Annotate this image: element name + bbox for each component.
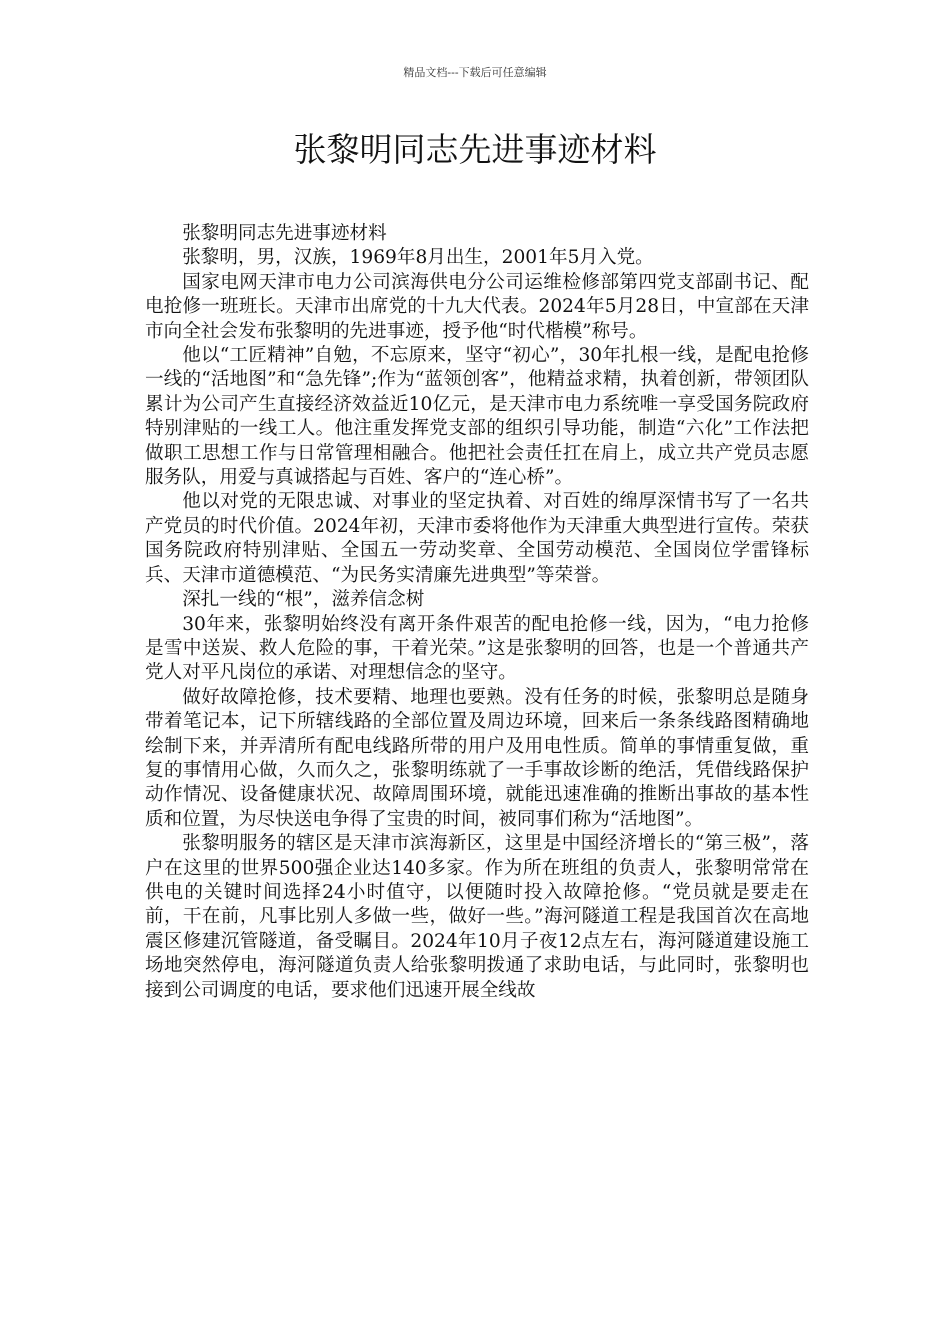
document-title: 张黎明同志先进事迹材料 — [293, 130, 657, 169]
paragraph-living-map: 做好故障抢修，技术要精、地理也要熟。没有任务的时候，张黎明总是随身带着笔记本，记下所辖线路的全部位置及周边环境，回来后一条条线路图精确地绘制下来，并弄清所有配电线路所带的用户及用电性质。简单的事情重复做，重复的事情用心做，久而久之，张黎明练就了一手事故诊断的绝活，凭借线路保护动作情况、设备健康状况、故障周围环境，就能迅速准确的推断出事故的基本性质和位置，为尽快送电争得了宝贵的时间，被同事们称为“活地图”。 — [145, 686, 809, 830]
section-heading: 深扎一线的“根”，滋养信念树 — [182, 589, 425, 611]
paragraph-honors: 他以对党的无限忠诚、对事业的坚定执着、对百姓的绵厚深情书写了一名共产党员的时代价值。2024年初，天津市委将他作为天津重大典型进行宣传。荣获国务院政府特别津贴、全国五一劳动奖章、全国劳动模范、全国岗位学雷锋标兵、天津市道德模范、“为民务实清廉先进典型”等荣誉。 — [145, 491, 809, 586]
paragraph-frontline: 30年来，张黎明始终没有离开条件艰苦的配电抢修一线，因为，“电力抢修是雪中送炭、救人危险的事，干着光荣。”这是张黎明的回答，也是一个普通共产党人对平凡岗位的承诺、对理想信念的坚守。 — [145, 613, 809, 684]
paragraph-bio: 张黎明，男，汉族，1969年8月出生，2001年5月入党。 — [182, 247, 654, 269]
paragraph-binhai: 张黎明服务的辖区是天津市滨海新区，这里是中国经济增长的“第三极”，落户在这里的世界500强企业达140多家。作为所在班组的负责人，张黎明常常在供电的关键时间选择24小时值守，以便随时投入故障抢修。“党员就是要走在前，干在前，凡事比别人多做一些，做好一些。”海河隧道工程是我国首次在高地震区修建沉管隧道，备受瞩目。2024年10月子夜12点左右，海河隧道建设施工场地突然停电，海河隧道负责人给张黎明拨通了求助电话，与此同时，张黎明也接到公司调度的电话，要求他们迅速开展全线故 — [145, 833, 809, 1001]
paragraph-position: 国家电网天津市电力公司滨海供电分公司运维检修部第四党支部副书记、配电抢修一班班长。天津市出席党的十九大代表。2024年5月28日，中宣部在天津市向全社会发布张黎明的先进事迹，授予他“时代楷模”称号。 — [145, 271, 809, 342]
paragraph-subtitle: 张黎明同志先进事迹材料 — [182, 223, 387, 244]
document-body — [145, 222, 809, 1322]
page-header-note: 精品文档---下载后可任意编辑 — [403, 66, 547, 79]
paragraph-craftsman: 他以“工匠精神”自勉，不忘原来，坚守“初心”，30年扎根一线，是配电抢修一线的“活地图”和“急先锋”;作为“蓝领创客”，他精益求精，执着创新，带领团队累计为公司产生直接经济效益近10亿元，是天津市电力系统唯一享受国务院政府特别津贴的一线工人。他注重发挥党支部的组织引导功能，制造“六化”工作法把做职工思想工作与日常管理相融合。他把社会责任扛在肩上，成立共产党员志愿服务队，用爱与真诚搭起与百姓、客户的“连心桥”。 — [145, 345, 809, 489]
